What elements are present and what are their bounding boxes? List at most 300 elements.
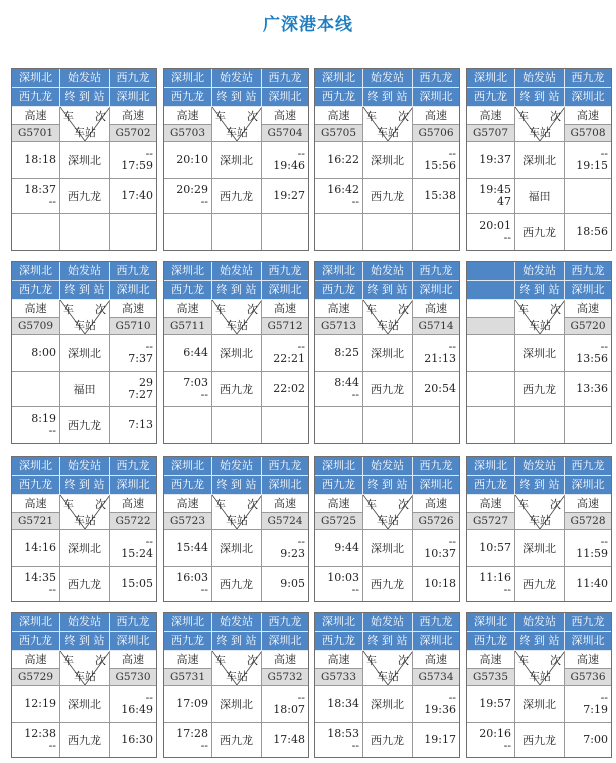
train-type-label: 高速 — [315, 651, 362, 669]
train-type-label — [467, 300, 514, 318]
header-terminal-label: 终 到 站 — [60, 88, 110, 106]
right-times-cell — [262, 530, 308, 566]
train-type-label: 高速 — [315, 300, 362, 318]
station-row — [315, 686, 459, 723]
header-from-station: 深圳北 — [315, 613, 363, 631]
left-times-cell — [467, 372, 515, 406]
left-times-cell — [164, 407, 212, 443]
train-right-cell — [110, 495, 156, 529]
header-to-station: 西九龙 — [164, 476, 212, 494]
train-label-row — [315, 300, 459, 335]
time-value: 13:56 — [576, 352, 608, 365]
station-label: 车站 — [226, 126, 248, 139]
time-value: 11:16 — [479, 571, 511, 584]
number-label: 次 — [398, 303, 409, 316]
train-code-right: G5730 — [110, 669, 156, 685]
header-row-terminal — [467, 632, 611, 651]
time-value: 11:59 — [576, 547, 608, 560]
number-label: 次 — [398, 110, 409, 123]
header-row-terminal — [164, 281, 308, 300]
station-row — [315, 214, 459, 250]
header-row-origin — [164, 262, 308, 281]
train-code-left: G5721 — [12, 513, 59, 529]
timetable-block — [314, 612, 460, 758]
header-row-origin — [467, 613, 611, 632]
station-label: 车站 — [226, 319, 248, 332]
time-value: 16:22 — [327, 153, 359, 166]
train-right-cell — [262, 107, 308, 141]
header-to-station: 西九龙 — [116, 615, 150, 628]
header-from-station: 深圳北 — [571, 634, 605, 647]
train-type-label: 高速 — [262, 300, 308, 318]
right-times-cell — [413, 567, 459, 601]
station-label: 车站 — [74, 670, 96, 683]
train-type-label: 高速 — [467, 107, 514, 125]
station-row — [467, 179, 611, 214]
train-code-left: G5703 — [164, 125, 211, 141]
header-terminal-label: 终 到 站 — [60, 476, 110, 494]
station-name: 西九龙 — [60, 567, 110, 601]
station-row — [315, 530, 459, 567]
time-value: -- — [351, 195, 359, 208]
station-name: 深圳北 — [363, 530, 413, 566]
header-to-station: 西九龙 — [419, 615, 453, 628]
station-label: 车站 — [529, 126, 551, 139]
header-origin-label: 始发站 — [212, 613, 262, 631]
right-times-cell — [110, 214, 156, 250]
time-value: -- — [200, 739, 208, 752]
left-times-cell — [467, 142, 515, 178]
train-code-left: G5735 — [467, 669, 514, 685]
train-code-left: G5705 — [315, 125, 362, 141]
station-label: 车站 — [529, 514, 551, 527]
train-label-row — [12, 651, 156, 686]
header-row-terminal — [164, 476, 308, 495]
train-right-cell — [262, 495, 308, 529]
car-label: 车 — [63, 654, 74, 667]
header-row-origin — [315, 613, 459, 632]
station-row — [164, 179, 308, 214]
car-station-diagonal-cell — [212, 495, 262, 529]
number-label: 次 — [398, 498, 409, 511]
time-value: -- — [297, 535, 305, 548]
timetable-block — [466, 456, 612, 602]
right-times-cell — [565, 214, 611, 250]
station-row — [12, 686, 156, 723]
right-times-cell — [110, 686, 156, 722]
time-value: 16:49 — [121, 703, 153, 716]
time-value: 15:44 — [176, 541, 208, 554]
number-label: 次 — [95, 110, 106, 123]
header-terminal-label: 终 到 站 — [515, 632, 565, 650]
train-code-left: G5733 — [315, 669, 362, 685]
train-type-label: 高速 — [315, 495, 362, 513]
train-left-cell — [467, 495, 515, 529]
header-terminal-label: 终 到 站 — [515, 281, 565, 299]
right-times-cell — [110, 723, 156, 757]
header-origin-label: 始发站 — [363, 457, 413, 475]
station-row — [467, 530, 611, 567]
header-row-origin — [315, 457, 459, 476]
train-type-label: 高速 — [262, 495, 308, 513]
header-from-station: 深圳北 — [12, 262, 60, 280]
time-value: -- — [600, 340, 608, 353]
header-to-station: 西九龙 — [12, 476, 60, 494]
header-from-station: 深圳北 — [116, 283, 150, 296]
time-value: 19:36 — [424, 703, 456, 716]
header-row-origin — [315, 69, 459, 88]
header-row-origin — [164, 69, 308, 88]
time-value: -- — [48, 739, 56, 752]
left-times-cell — [467, 214, 515, 250]
header-terminal-label: 终 到 站 — [363, 281, 413, 299]
train-left-cell — [12, 651, 60, 685]
train-label-row — [12, 107, 156, 142]
station-name — [363, 407, 413, 443]
right-times-cell — [565, 179, 611, 213]
time-value: 20:10 — [176, 153, 208, 166]
train-code-left: G5701 — [12, 125, 59, 141]
train-right-cell — [413, 107, 459, 141]
train-code-right: G5702 — [110, 125, 156, 141]
header-to-station: 西九龙 — [164, 632, 212, 650]
train-code-left: G5725 — [315, 513, 362, 529]
station-row — [315, 335, 459, 372]
station-name: 深圳北 — [515, 530, 565, 566]
station-row — [164, 723, 308, 757]
right-times-cell — [413, 214, 459, 250]
time-value: 7:00 — [583, 733, 608, 746]
station-name: 西九龙 — [363, 179, 413, 213]
header-terminal-label: 终 到 站 — [363, 476, 413, 494]
header-origin-label: 始发站 — [60, 69, 110, 87]
train-left-cell — [315, 651, 363, 685]
header-to-station: 西九龙 — [571, 459, 605, 472]
page-title: 广深港本线 — [263, 15, 353, 35]
header-terminal-label: 终 到 站 — [363, 632, 413, 650]
station-name: 深圳北 — [363, 686, 413, 722]
car-station-diagonal-cell — [363, 495, 413, 529]
time-value: 18:07 — [273, 703, 305, 716]
time-value: 7:03 — [183, 376, 208, 389]
station-name — [515, 407, 565, 443]
train-left-cell — [164, 495, 212, 529]
header-row-origin — [467, 457, 611, 476]
number-label: 次 — [550, 110, 561, 123]
right-times-cell — [110, 567, 156, 601]
number-label: 次 — [95, 654, 106, 667]
time-value: 17:40 — [121, 189, 153, 202]
time-value: 17:48 — [273, 733, 305, 746]
train-label-row — [315, 651, 459, 686]
header-row-terminal — [12, 632, 156, 651]
header-origin-label: 始发站 — [363, 262, 413, 280]
right-times-cell — [413, 335, 459, 371]
time-value: -- — [48, 195, 56, 208]
train-right-cell — [413, 495, 459, 529]
header-from-station: 深圳北 — [467, 457, 515, 475]
station-name: 深圳北 — [60, 335, 110, 371]
right-times-cell — [262, 142, 308, 178]
header-from-station: 深圳北 — [268, 478, 302, 491]
right-times-cell — [565, 142, 611, 178]
header-to-station: 西九龙 — [467, 632, 515, 650]
left-times-cell — [12, 407, 60, 443]
left-times-cell — [315, 686, 363, 722]
station-name: 西九龙 — [515, 723, 565, 757]
train-type-label: 高速 — [262, 651, 308, 669]
station-row — [12, 567, 156, 601]
time-value: 18:56 — [576, 225, 608, 238]
left-times-cell — [164, 530, 212, 566]
header-to-station: 西九龙 — [419, 264, 453, 277]
right-times-cell — [413, 407, 459, 443]
right-times-cell — [110, 407, 156, 443]
time-value: -- — [351, 388, 359, 401]
time-value: 20:29 — [176, 183, 208, 196]
left-times-cell — [12, 372, 60, 406]
header-origin-label: 始发站 — [212, 457, 262, 475]
left-times-cell — [467, 335, 515, 371]
time-value: 11:40 — [576, 577, 608, 590]
left-times-cell — [467, 686, 515, 722]
train-type-label: 高速 — [164, 107, 211, 125]
header-from-station: 深圳北 — [419, 478, 453, 491]
train-code-right: G5714 — [413, 318, 459, 334]
time-value: 22:02 — [273, 382, 305, 395]
time-value: 20:54 — [424, 382, 456, 395]
header-row-terminal — [12, 476, 156, 495]
header-from-station: 深圳北 — [164, 69, 212, 87]
timetable-block — [163, 456, 309, 602]
header-origin-label: 始发站 — [515, 613, 565, 631]
header-to-station: 西九龙 — [467, 476, 515, 494]
car-label: 车 — [215, 498, 226, 511]
left-times-cell — [315, 142, 363, 178]
time-value: 18:18 — [24, 153, 56, 166]
time-value: 12:19 — [24, 697, 56, 710]
right-times-cell — [565, 335, 611, 371]
train-type-label: 高速 — [565, 300, 611, 318]
header-terminal-label: 终 到 站 — [60, 281, 110, 299]
header-to-station: 西九龙 — [467, 88, 515, 106]
station-row — [164, 335, 308, 372]
right-times-cell — [565, 723, 611, 757]
train-right-cell — [413, 651, 459, 685]
header-origin-label: 始发站 — [60, 613, 110, 631]
train-code-right: G5726 — [413, 513, 459, 529]
train-code-right: G5728 — [565, 513, 611, 529]
train-type-label: 高速 — [565, 495, 611, 513]
right-times-cell — [262, 686, 308, 722]
station-name: 深圳北 — [363, 142, 413, 178]
time-value: 9:05 — [280, 577, 305, 590]
time-value: 29 — [139, 376, 153, 389]
header-to-station: 西九龙 — [315, 476, 363, 494]
header-from-station: 深圳北 — [268, 634, 302, 647]
time-value: 10:57 — [479, 541, 511, 554]
car-label: 车 — [518, 110, 529, 123]
header-to-station: 西九龙 — [116, 459, 150, 472]
train-code-right: G5708 — [565, 125, 611, 141]
car-station-diagonal-cell — [212, 107, 262, 141]
header-origin-label: 始发站 — [363, 69, 413, 87]
train-type-label: 高速 — [164, 651, 211, 669]
header-origin-label: 始发站 — [515, 457, 565, 475]
header-to-station: 西九龙 — [268, 459, 302, 472]
timetable-block — [314, 456, 460, 602]
time-value: -- — [503, 231, 511, 244]
car-station-diagonal-cell — [60, 107, 110, 141]
header-terminal-label: 终 到 站 — [212, 281, 262, 299]
header-row-origin — [467, 69, 611, 88]
left-times-cell — [315, 723, 363, 757]
header-terminal-label: 终 到 站 — [212, 632, 262, 650]
train-left-cell — [315, 107, 363, 141]
header-row-terminal — [315, 632, 459, 651]
train-type-label: 高速 — [413, 107, 459, 125]
station-label: 车站 — [226, 514, 248, 527]
car-label: 车 — [63, 110, 74, 123]
time-value: -- — [48, 583, 56, 596]
header-from-station: 深圳北 — [419, 283, 453, 296]
train-code-right: G5712 — [262, 318, 308, 334]
header-origin-label: 始发站 — [515, 262, 565, 280]
time-value: -- — [48, 424, 56, 437]
station-row — [315, 142, 459, 179]
timetable-block — [466, 68, 612, 251]
train-code-right: G5734 — [413, 669, 459, 685]
time-value: -- — [145, 535, 153, 548]
station-name: 西九龙 — [363, 567, 413, 601]
station-name: 深圳北 — [60, 142, 110, 178]
station-row — [164, 530, 308, 567]
station-row — [12, 407, 156, 443]
train-code-right: G5720 — [565, 318, 611, 334]
time-value: -- — [200, 388, 208, 401]
number-label: 次 — [247, 110, 258, 123]
train-label-row — [164, 300, 308, 335]
station-name: 深圳北 — [60, 686, 110, 722]
car-label: 车 — [366, 498, 377, 511]
station-row — [467, 142, 611, 179]
left-times-cell — [12, 335, 60, 371]
station-name: 西九龙 — [515, 372, 565, 406]
time-value: 8:00 — [31, 346, 56, 359]
time-value: 18:53 — [327, 727, 359, 740]
train-code-left: G5727 — [467, 513, 514, 529]
right-times-cell — [262, 723, 308, 757]
right-times-cell — [413, 686, 459, 722]
right-times-cell — [110, 372, 156, 406]
right-times-cell — [565, 567, 611, 601]
left-times-cell — [12, 686, 60, 722]
header-from-station: 深圳北 — [164, 262, 212, 280]
time-value: 8:25 — [334, 346, 359, 359]
time-value: 7:13 — [128, 418, 153, 431]
time-value: -- — [448, 147, 456, 160]
header-row-origin — [164, 457, 308, 476]
header-row-terminal — [315, 476, 459, 495]
time-value: -- — [145, 691, 153, 704]
car-label: 车 — [215, 110, 226, 123]
left-times-cell — [164, 335, 212, 371]
timetable-block — [163, 612, 309, 758]
number-label: 次 — [398, 654, 409, 667]
header-to-station: 西九龙 — [268, 264, 302, 277]
station-row — [315, 567, 459, 601]
station-name — [60, 214, 110, 250]
header-from-station — [467, 262, 515, 280]
car-label: 车 — [63, 303, 74, 316]
station-name — [212, 214, 262, 250]
right-times-cell — [110, 179, 156, 213]
car-label: 车 — [518, 498, 529, 511]
header-to-station — [467, 281, 515, 299]
header-to-station: 西九龙 — [571, 264, 605, 277]
header-to-station: 西九龙 — [419, 71, 453, 84]
station-row — [467, 723, 611, 757]
header-from-station: 深圳北 — [164, 457, 212, 475]
train-code-left: G5731 — [164, 669, 211, 685]
train-type-label: 高速 — [12, 300, 59, 318]
time-value: 10:37 — [424, 547, 456, 560]
station-row — [467, 407, 611, 443]
number-label: 次 — [550, 498, 561, 511]
header-to-station: 西九龙 — [116, 71, 150, 84]
train-code-left: G5729 — [12, 669, 59, 685]
station-row — [164, 567, 308, 601]
station-name: 深圳北 — [363, 335, 413, 371]
number-label: 次 — [550, 303, 561, 316]
train-code-right: G5710 — [110, 318, 156, 334]
time-value: -- — [145, 340, 153, 353]
station-row — [12, 723, 156, 757]
station-row — [164, 214, 308, 250]
header-terminal-label: 终 到 站 — [515, 476, 565, 494]
header-row-origin — [164, 613, 308, 632]
header-terminal-label: 终 到 站 — [515, 88, 565, 106]
time-value: 21:13 — [424, 352, 456, 365]
header-from-station: 深圳北 — [315, 262, 363, 280]
train-label-row — [164, 495, 308, 530]
station-name: 西九龙 — [515, 214, 565, 250]
left-times-cell — [164, 142, 212, 178]
timetable-block — [11, 612, 157, 758]
header-from-station: 深圳北 — [12, 457, 60, 475]
header-to-station: 西九龙 — [164, 88, 212, 106]
train-right-cell — [413, 300, 459, 334]
train-type-label: 高速 — [164, 495, 211, 513]
right-times-cell — [413, 723, 459, 757]
station-name: 深圳北 — [515, 686, 565, 722]
header-row-terminal — [467, 88, 611, 107]
header-from-station: 深圳北 — [571, 283, 605, 296]
right-times-cell — [262, 335, 308, 371]
time-value: 16:03 — [176, 571, 208, 584]
station-name: 西九龙 — [60, 407, 110, 443]
header-to-station: 西九龙 — [268, 71, 302, 84]
station-row — [164, 372, 308, 407]
left-times-cell — [12, 179, 60, 213]
right-times-cell — [262, 214, 308, 250]
left-times-cell — [164, 214, 212, 250]
left-times-cell — [467, 407, 515, 443]
time-value: 9:44 — [334, 541, 359, 554]
station-row — [12, 372, 156, 407]
header-terminal-label: 终 到 站 — [363, 88, 413, 106]
time-value: -- — [448, 535, 456, 548]
